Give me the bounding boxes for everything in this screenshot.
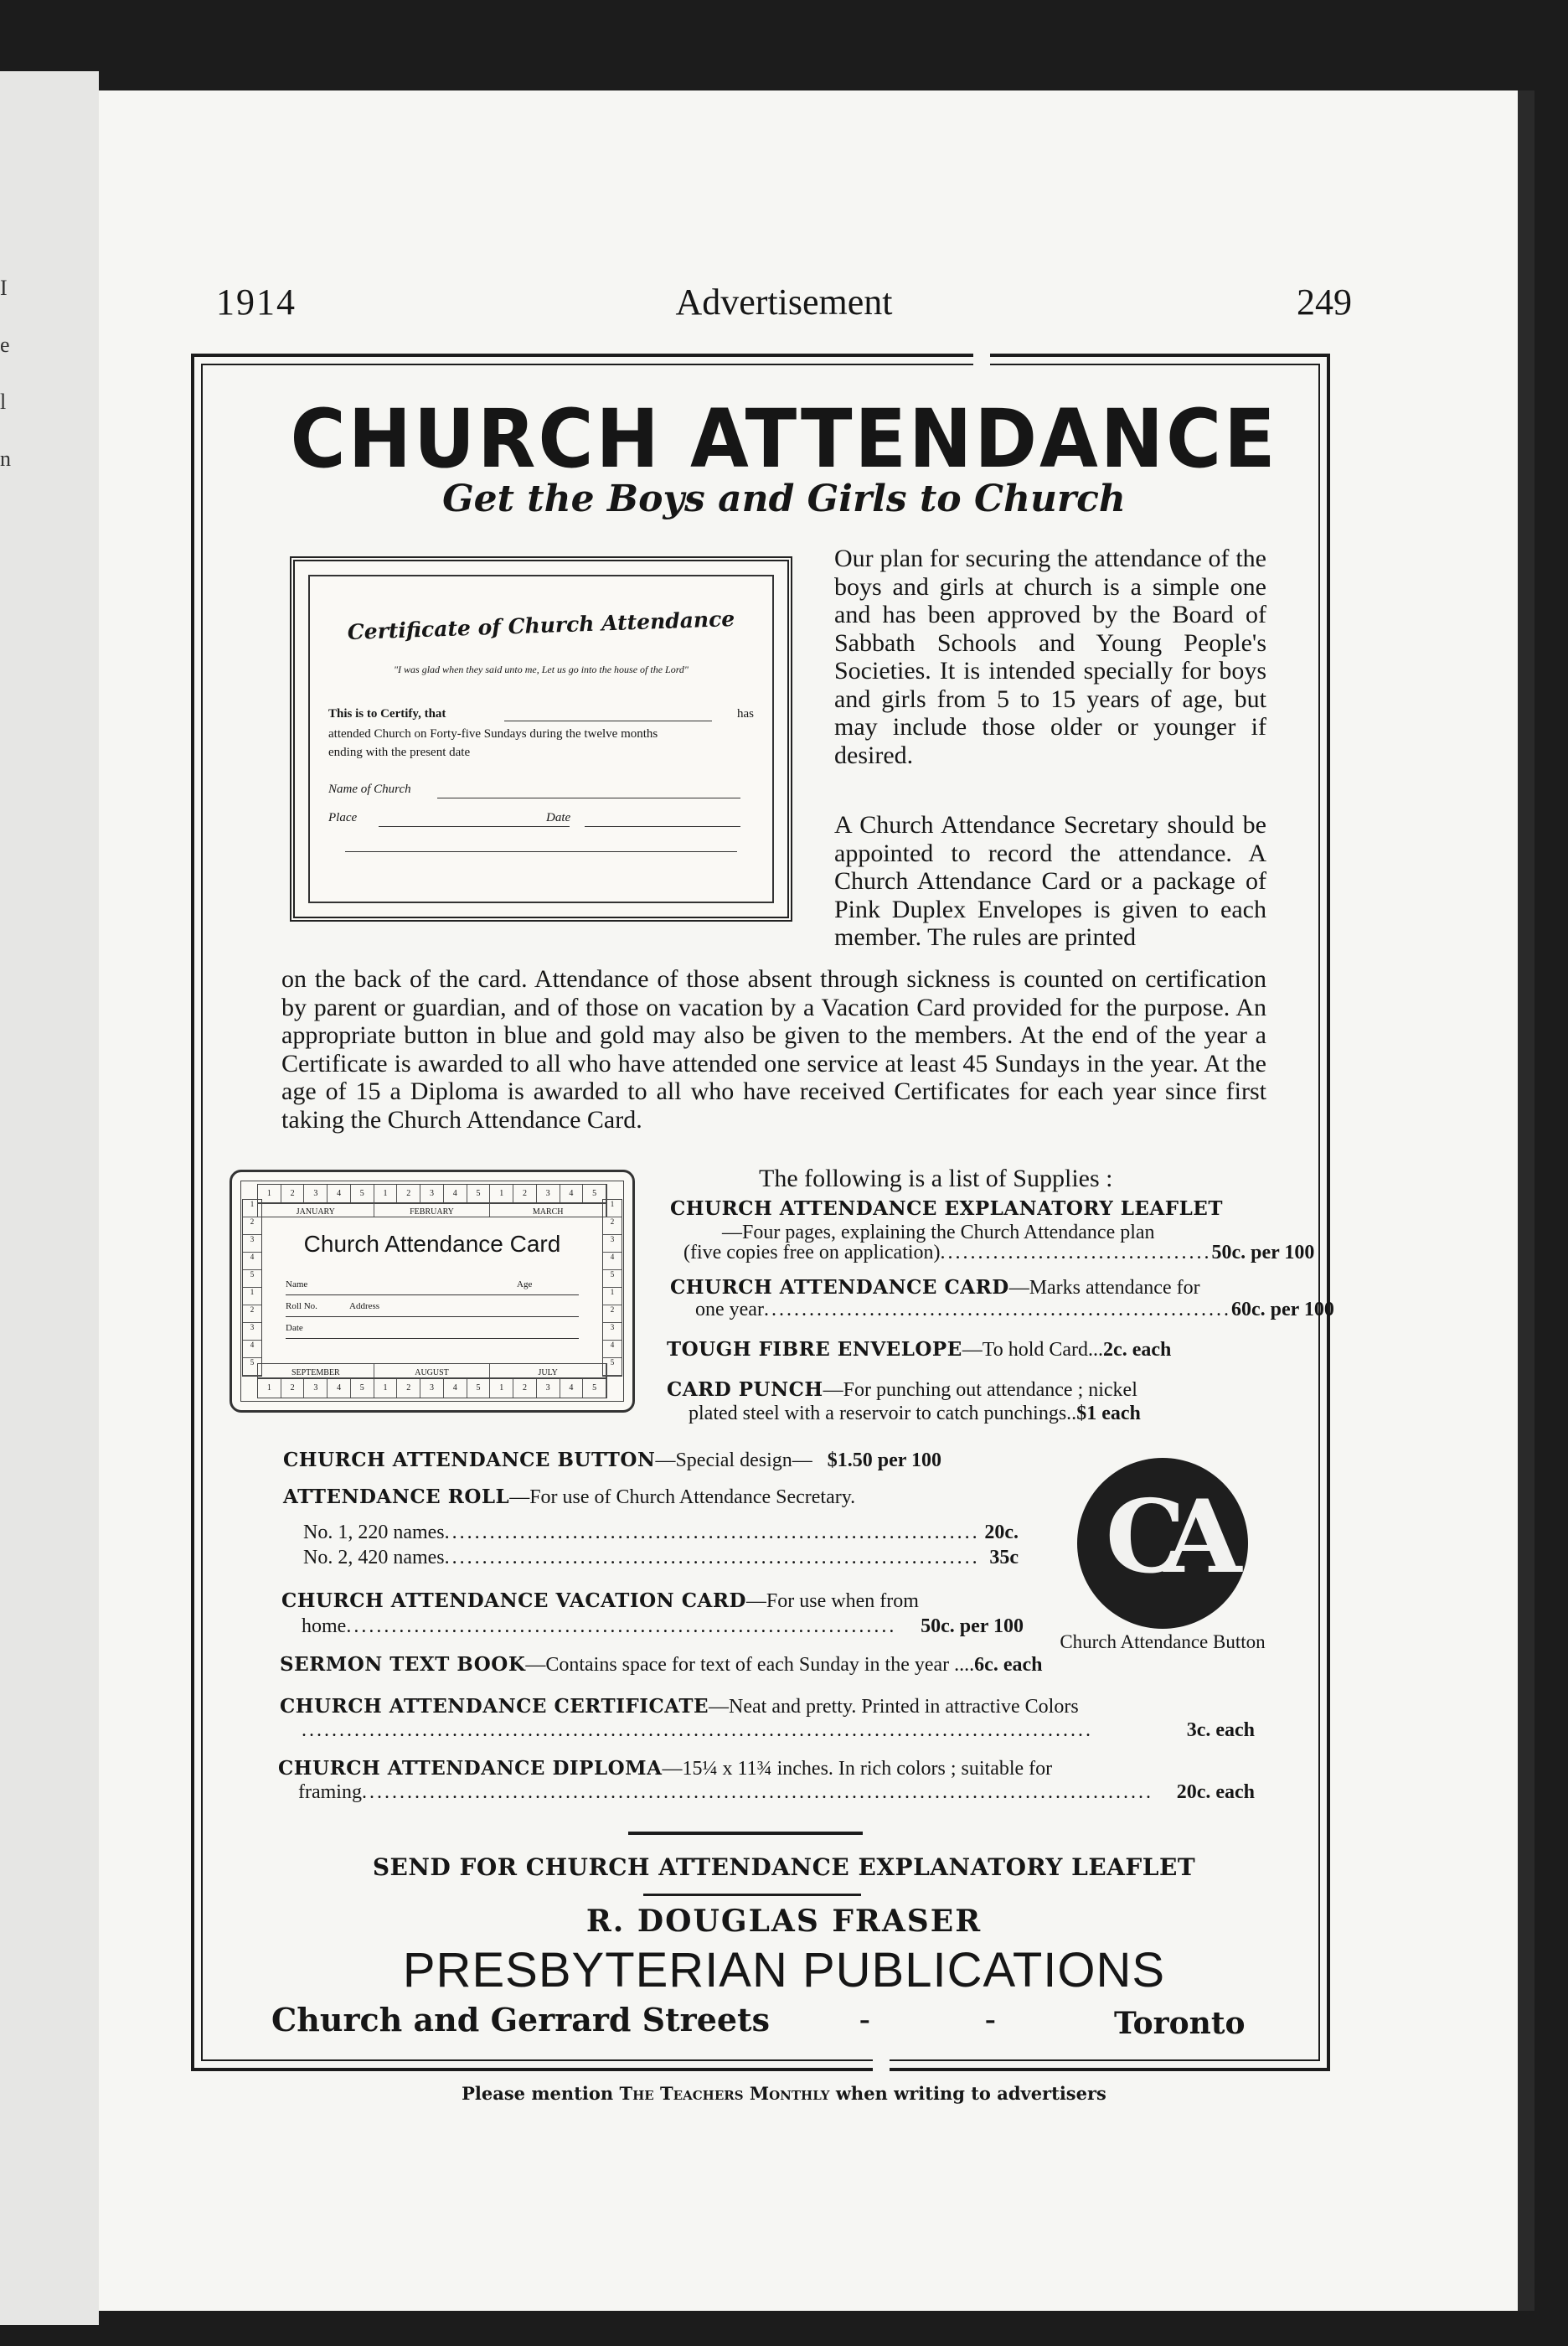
certificate-title: Certificate of Church Attendance (347, 606, 735, 645)
card-grid-cell: 2 (603, 1217, 622, 1235)
card-grid-top (257, 1184, 607, 1204)
button-emblem (1077, 1458, 1248, 1629)
card-month-label: FEBRUARY (374, 1203, 491, 1217)
send-for-leaflet: SEND FOR CHURCH ATTENDANCE EXPLANATORY LEAFLET (372, 1853, 1196, 1881)
supply-vacation-card: CHURCH ATTENDANCE VACATION CARD—For use when from (281, 1589, 919, 1612)
card-grid-cell: 1 (603, 1288, 622, 1305)
card-grid-bottom (257, 1378, 607, 1398)
supply-price: $1.50 per 100 (827, 1449, 941, 1471)
card-grid-cell: 5 (467, 1185, 491, 1203)
card-grid-cell: 1 (243, 1288, 261, 1305)
address-dash: - (859, 2002, 870, 2037)
card-grid-cell: 1 (490, 1185, 513, 1203)
emblem-monogram: CA (1105, 1478, 1220, 1596)
card-grid-cell: 3 (243, 1323, 261, 1341)
card-grid-cell: 5 (351, 1185, 374, 1203)
card-month-label: AUGUST (374, 1364, 491, 1377)
supply-roll-2: No. 2, 420 names ....................................................................... 35c (303, 1547, 1019, 1568)
supply-price: 20c. (984, 1522, 1019, 1543)
paragraph-rules: on the back of the card. Attendance of those absent through sickness is counted on certification by parent or guardian, and of those on vacation by a Vacation Card provided for the purpose. An appropriate button in blue and gold may also be given to the members. At the end of the year a Certificate is awarded to all who have attended one service at least 45 Sundays in the year. At the age of 15 a Diploma is awarded to all who have received Certificates for each year since first taking the Church Attendance Card. (281, 965, 1266, 1134)
supply-name: CHURCH ATTENDANCE CARD (670, 1276, 1009, 1299)
supply-diploma: CHURCH ATTENDANCE DIPLOMA—15¼ x 11¾ inches. In rich colors ; suitable for (278, 1757, 1053, 1780)
card-grid-cell: 2 (243, 1217, 261, 1235)
supply-leaflet-desc: —Four pages, explaining the Church Attendance plan (722, 1222, 1155, 1243)
card-grid-cell: 2 (243, 1305, 261, 1323)
card-month-label: MARCH (490, 1203, 606, 1217)
card-grid-cell: 4 (328, 1379, 351, 1398)
certificate-date-label: Date (546, 811, 571, 824)
card-grid-cell: 3 (304, 1185, 328, 1203)
supply-price: 20c. each (1176, 1781, 1255, 1803)
card-grid-cell: 2 (281, 1379, 305, 1398)
card-grid-cell: 4 (243, 1341, 261, 1358)
card-age-label: Age (517, 1279, 533, 1289)
certificate-illustration (290, 556, 792, 922)
card-rule (286, 1316, 579, 1317)
card-grid-cell: 1 (258, 1185, 281, 1203)
supply-price: 3c. each (1186, 1719, 1255, 1741)
card-grid-cell: 1 (490, 1379, 513, 1398)
left-page-fragment: I e l n (0, 276, 11, 471)
supply-leaflet-price-line: (five copies free on application) .................................... 50c. per 100 (683, 1242, 1315, 1263)
card-grid-cell: 2 (513, 1379, 537, 1398)
card-grid-cell: 3 (537, 1185, 560, 1203)
supply-button: CHURCH ATTENDANCE BUTTON—Special design— $1.50 per 100 (283, 1449, 941, 1471)
card-grid-cell: 1 (374, 1185, 398, 1203)
card-rule (286, 1338, 579, 1339)
border-gap-bottom (873, 2049, 890, 2081)
supply-envelope: TOUGH FIBRE ENVELOPE—To hold Card...2c. each (667, 1338, 1172, 1361)
card-month-label: JULY (490, 1364, 606, 1377)
supply-name: SERMON TEXT BOOK (280, 1653, 526, 1676)
supplies-heading: The following is a list of Supplies : (759, 1165, 1113, 1192)
card-grid-cell: 2 (603, 1305, 622, 1323)
card-month-label: SEPTEMBER (258, 1364, 374, 1377)
card-name-label: Name (286, 1279, 308, 1289)
certificate-rule (585, 826, 740, 827)
supply-punch-price-line: plated steel with a reservoir to catch punchings..$1 each (689, 1403, 1141, 1424)
supply-price: $1 each (1076, 1403, 1141, 1424)
supply-name: CARD PUNCH (667, 1378, 823, 1401)
page-number: 249 (1297, 282, 1352, 323)
supply-sermon-book: SERMON TEXT BOOK—Contains space for text of each Sunday in the year ....6c. each (280, 1653, 1043, 1676)
certificate-line-2: attended Church on Forty-five Sundays during the twelve months (328, 727, 658, 741)
footer-note: Please mention The Teachers Monthly when writing to advertisers (462, 2083, 1106, 2104)
card-grid-cell: 4 (603, 1341, 622, 1358)
card-rule (286, 1294, 579, 1295)
publisher-org: PRESBYTERIAN PUBLICATIONS (402, 1943, 1166, 1997)
card-address-label: Address (349, 1301, 380, 1311)
paragraph-secretary: A Church Attendance Secretary should be appointed to record the attendance. A Church Attendance Card or a package of Pink Duplex Envelopes is given to each member. The rules are printed (834, 811, 1266, 951)
certificate-rule (379, 826, 570, 827)
border-gap-top (973, 344, 990, 375)
supply-certificate-price-line: ......................................................................................................... 3c. each (302, 1719, 1255, 1741)
supply-certificate: CHURCH ATTENDANCE CERTIFICATE—Neat and pretty. Printed in attractive Colors (280, 1695, 1079, 1718)
card-grid-left (242, 1199, 262, 1377)
card-grid-cell: 1 (243, 1200, 261, 1217)
supply-leaflet (670, 1198, 1223, 1220)
card-grid-cell: 3 (420, 1379, 444, 1398)
certificate-line-3: ending with the present date (328, 746, 471, 759)
supply-roll-1: No. 1, 220 names ....................................................................... 20c. (303, 1522, 1019, 1543)
paragraph-plan: Our plan for securing the attendance of the boys and girls at church is a simple one and has been approved by the Board of Sabbath Schools and Young People's Societies. It is intended specially for boys and girls from 5 to 15 years of age, but may include those older or younger if desired. (834, 545, 1266, 769)
card-grid-cell: 5 (603, 1358, 622, 1376)
header-title: Advertisement (675, 282, 893, 323)
card-grid-cell: 5 (243, 1358, 261, 1376)
ad-title: CHURCH ATTENDANCE (290, 392, 1278, 486)
supply-roll: ATTENDANCE ROLL—For use of Church Attendance Secretary. (283, 1486, 856, 1508)
card-date-label: Date (286, 1323, 303, 1333)
card-grid-cell: 4 (243, 1253, 261, 1270)
supply-punch: CARD PUNCH—For punching out attendance ; nickel (667, 1378, 1137, 1401)
attendance-card-illustration (230, 1170, 635, 1413)
card-grid-cell: 4 (444, 1185, 467, 1203)
publisher-city: Toronto (1114, 2006, 1246, 2041)
card-title: Church Attendance Card (303, 1231, 561, 1257)
card-grid-cell: 1 (374, 1379, 398, 1398)
address-dash: - (985, 2002, 996, 2037)
header-year: 1914 (216, 282, 297, 323)
card-grid-cell: 5 (351, 1379, 374, 1398)
card-grid-cell: 3 (420, 1185, 444, 1203)
card-months-top (257, 1202, 607, 1217)
supply-price: 6c. each (974, 1654, 1043, 1676)
supply-price: 50c. per 100 (1211, 1242, 1315, 1263)
supply-name: CHURCH ATTENDANCE BUTTON (283, 1449, 656, 1471)
card-grid-cell: 3 (603, 1235, 622, 1253)
publisher-address: Church and Gerrard Streets (271, 2001, 770, 2039)
card-grid-cell: 2 (397, 1185, 420, 1203)
card-grid-cell: 4 (328, 1185, 351, 1203)
card-grid-cell: 3 (537, 1379, 560, 1398)
supply-name: CHURCH ATTENDANCE VACATION CARD (281, 1589, 746, 1612)
supply-name: CHURCH ATTENDANCE CERTIFICATE (280, 1695, 709, 1718)
card-grid-cell: 3 (243, 1235, 261, 1253)
supply-name: TOUGH FIBRE ENVELOPE (667, 1338, 962, 1361)
supply-name: ATTENDANCE ROLL (283, 1486, 510, 1508)
card-grid-cell: 4 (560, 1379, 584, 1398)
supply-diploma-price-line: framing ......................................................................................................... 20c. each (298, 1781, 1255, 1803)
certificate-has: has (737, 707, 754, 721)
card-grid-cell: 4 (444, 1379, 467, 1398)
magazine-name: The Teachers Monthly (619, 2083, 830, 2104)
emblem-caption: Church Attendance Button (1060, 1631, 1266, 1652)
ad-subtitle: Get the Boys and Girls to Church (442, 478, 1126, 520)
card-month-label: JANUARY (258, 1203, 374, 1217)
divider-rule (643, 1894, 861, 1896)
card-grid-right (602, 1199, 622, 1377)
supply-price: 2c. each (1103, 1339, 1172, 1361)
card-grid-cell: 5 (603, 1270, 622, 1288)
certificate-place-label: Place (328, 811, 358, 824)
card-grid-cell: 5 (243, 1270, 261, 1288)
divider-rule (628, 1832, 863, 1835)
supply-price: 35c (989, 1547, 1019, 1568)
card-grid-cell: 5 (583, 1185, 606, 1203)
card-grid-cell: 2 (397, 1379, 420, 1398)
card-grid-cell: 3 (304, 1379, 328, 1398)
certificate-line-1: This is to Certify, that (328, 707, 446, 721)
supply-card-price-line: one year .............................................................. 60c. per 100 (695, 1299, 1334, 1320)
card-grid-cell: 5 (467, 1379, 491, 1398)
supply-price: 60c. per 100 (1230, 1299, 1334, 1320)
card-grid-cell: 3 (603, 1323, 622, 1341)
card-months-bottom (257, 1363, 607, 1378)
supply-vacation-price-line: home ......................................................................... 50c. per 100 (302, 1615, 1024, 1637)
supply-card: CHURCH ATTENDANCE CARD—Marks attendance for (670, 1276, 1200, 1299)
card-grid-cell: 1 (603, 1200, 622, 1217)
card-grid-cell: 2 (513, 1185, 537, 1203)
card-grid-cell: 2 (281, 1185, 305, 1203)
card-grid-cell: 4 (560, 1185, 584, 1203)
supply-name: CHURCH ATTENDANCE EXPLANATORY LEAFLET (670, 1197, 1223, 1220)
certificate-church-label: Name of Church (328, 783, 411, 796)
publisher-name: R. DOUGLAS FRASER (585, 1904, 983, 1939)
supply-name: CHURCH ATTENDANCE DIPLOMA (278, 1757, 663, 1780)
certificate-signature-rule (345, 851, 737, 852)
card-grid-cell: 1 (258, 1379, 281, 1398)
card-grid-cell: 5 (583, 1379, 606, 1398)
card-grid-cell: 4 (603, 1253, 622, 1270)
supply-price: 50c. per 100 (921, 1615, 1024, 1637)
certificate-quote: "I was glad when they said unto me, Let us go into the house of the Lord" (394, 664, 689, 675)
card-roll-label: Roll No. (286, 1301, 317, 1311)
